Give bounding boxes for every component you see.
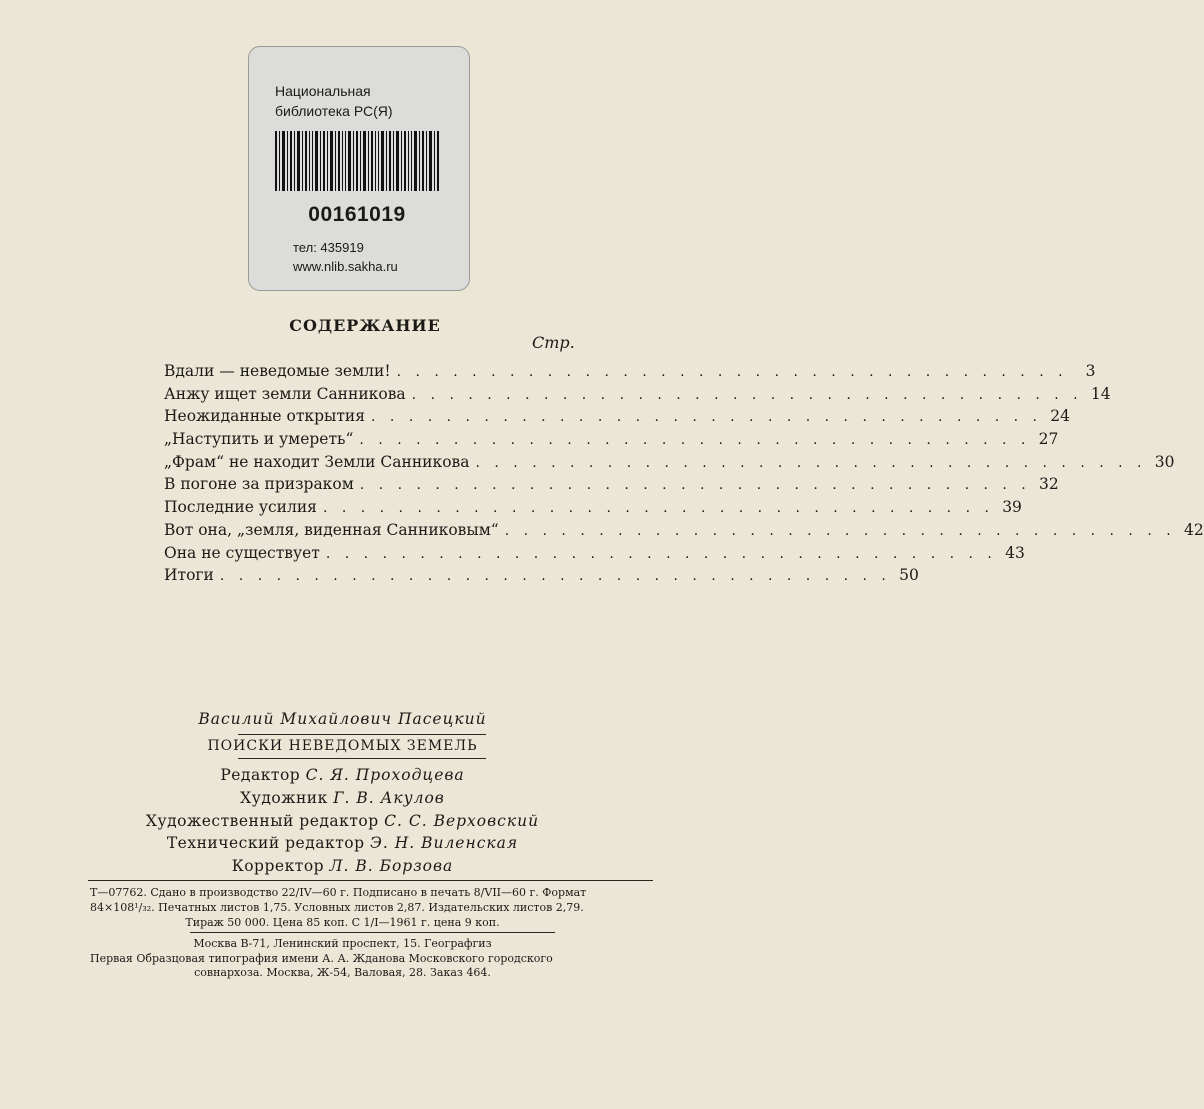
credit-name: Э. Н. Виленская xyxy=(369,834,519,852)
leader-dots: . . . . . . . . . . . . . . . . . . . . . . . . . . . . . . . . . . . . xyxy=(322,500,994,517)
toc-entry xyxy=(164,566,919,589)
toc-entry-title: Вдали — неведомые земли! xyxy=(164,362,391,380)
toc-entry-page: 30 xyxy=(1154,452,1175,471)
toc-entry-title: Последние усилия xyxy=(164,498,317,517)
toc-entry-page: 50 xyxy=(899,566,919,585)
toc-entry-page: 42 xyxy=(1183,520,1204,539)
credit-line xyxy=(0,789,685,807)
toc-entry xyxy=(164,430,1059,453)
toc-entry-title: В погоне за призраком xyxy=(164,475,354,494)
toc-entry-title: Вот она, „земля, виденная Санниковым“ xyxy=(164,520,499,539)
toc-entry xyxy=(164,362,1096,385)
toc-entry-page: 3 xyxy=(1085,362,1096,380)
toc-entry-page: 43 xyxy=(1005,543,1025,562)
toc-entry-title: Итоги xyxy=(164,566,214,585)
credit-line xyxy=(0,812,685,830)
leader-dots: . . . . . . . . . . . . . . . . . . . . . . . . . . . . . . . . . . . . xyxy=(396,364,1068,380)
library-name-line2: библиотека РС(Я) xyxy=(275,103,393,119)
credit-role: Технический редактор xyxy=(166,834,365,852)
library-website: www.nlib.sakha.ru xyxy=(293,259,398,274)
credit-line xyxy=(0,766,685,784)
toc-entry-title: Неожиданные открытия xyxy=(164,407,366,426)
credit-name: Л. В. Борзова xyxy=(329,857,454,875)
print-info-line1: Т—07762. Сдано в производство 22/IV—60 г. Подписано в печать 8/VII—60 г. Формат xyxy=(90,886,587,899)
toc-entry xyxy=(164,384,1111,408)
credit-role: Корректор xyxy=(231,857,325,875)
library-phone: тел: 435919 xyxy=(293,240,364,255)
publisher-line1: Москва В-71, Ленинский проспект, 15. Географгиз xyxy=(193,937,492,950)
credit-role: Художественный редактор xyxy=(145,812,379,830)
leader-dots: . . . . . . . . . . . . . . . . . . . . . . . . . . . . . . . . . . . . xyxy=(325,545,997,562)
leader-dots: . . . . . . . . . . . . . . . . . . . . . . . . . . . . . . . . . . . . xyxy=(371,409,1042,426)
credit-name: Г. В. Акулов xyxy=(333,789,445,807)
toc-entry-page: 24 xyxy=(1050,407,1070,426)
credit-line xyxy=(0,857,685,875)
toc-entry-page: 32 xyxy=(1039,475,1059,494)
toc-entry-page: 27 xyxy=(1038,430,1059,449)
toc-entry-title: „Фрам“ не находит Земли Санникова xyxy=(164,452,470,471)
leader-dots: . . . . . . . . . . . . . . . . . . . . . . . . . . . . . . . . . . . . xyxy=(359,477,1031,494)
credit-name: С. Я. Проходцева xyxy=(305,766,465,784)
leader-dots: . . . . . . . . . . . . . . . . . . . . . . . . . . . . . . . . . . . . xyxy=(504,522,1176,539)
toc-entry-title: „Наступить и умереть“ xyxy=(164,430,354,449)
credit-name: С. С. Верховский xyxy=(384,812,540,830)
divider xyxy=(88,880,653,881)
divider xyxy=(238,758,486,759)
page-column-label: Стр. xyxy=(532,333,575,352)
leader-dots: . . . . . . . . . . . . . . . . . . . . . . . . . . . . . . . . . . . . xyxy=(475,454,1147,471)
credit-line xyxy=(0,834,685,852)
toc-entry xyxy=(164,407,1070,430)
table-of-contents xyxy=(164,362,1204,589)
toc-entry xyxy=(164,452,1175,476)
divider xyxy=(190,932,555,933)
barcode-number: 00161019 xyxy=(308,203,406,226)
toc-entry xyxy=(164,475,1059,498)
print-info-line3: Тираж 50 000. Цена 85 коп. С 1/I—1961 г. цена 9 коп. xyxy=(185,916,500,929)
library-sticker xyxy=(248,46,470,291)
library-name-line1: Национальная xyxy=(275,83,371,99)
toc-entry-page: 39 xyxy=(1002,498,1022,517)
author-name: Василий Михайлович Пасецкий xyxy=(198,710,487,728)
toc-entry-title: Анжу ищет земли Санникова xyxy=(164,384,406,403)
toc-entry xyxy=(164,543,1025,567)
toc-entry-page: 14 xyxy=(1090,384,1111,403)
credit-role: Редактор xyxy=(220,766,301,784)
book-title: ПОИСКИ НЕВЕДОМЫХ ЗЕМЕЛЬ xyxy=(207,738,478,754)
credit-role: Художник xyxy=(240,789,328,807)
toc-entry xyxy=(164,520,1204,544)
print-info-line2: 84×108¹/₃₂. Печатных листов 1,75. Условных листов 2,87. Издательских листов 2,79. xyxy=(90,901,584,914)
publisher-line2: Первая Образцовая типография имени А. А. Жданова Московского городского xyxy=(90,952,553,965)
leader-dots: . . . . . . . . . . . . . . . . . . . . . . . . . . . . . . . . . . . . xyxy=(359,432,1031,449)
contents-title: СОДЕРЖАНИЕ xyxy=(289,316,441,335)
leader-dots: . . . . . . . . . . . . . . . . . . . . . . . . . . . . . . . . . . . . xyxy=(411,386,1083,403)
leader-dots: . . . . . . . . . . . . . . . . . . . . . . . . . . . . . . . . . . . . xyxy=(219,568,891,585)
toc-entry xyxy=(164,498,1022,521)
toc-entry-title: Она не существует xyxy=(164,543,320,562)
divider xyxy=(238,734,486,735)
publisher-line3: совнархоза. Москва, Ж-54, Валовая, 28. Заказ 464. xyxy=(194,966,491,979)
